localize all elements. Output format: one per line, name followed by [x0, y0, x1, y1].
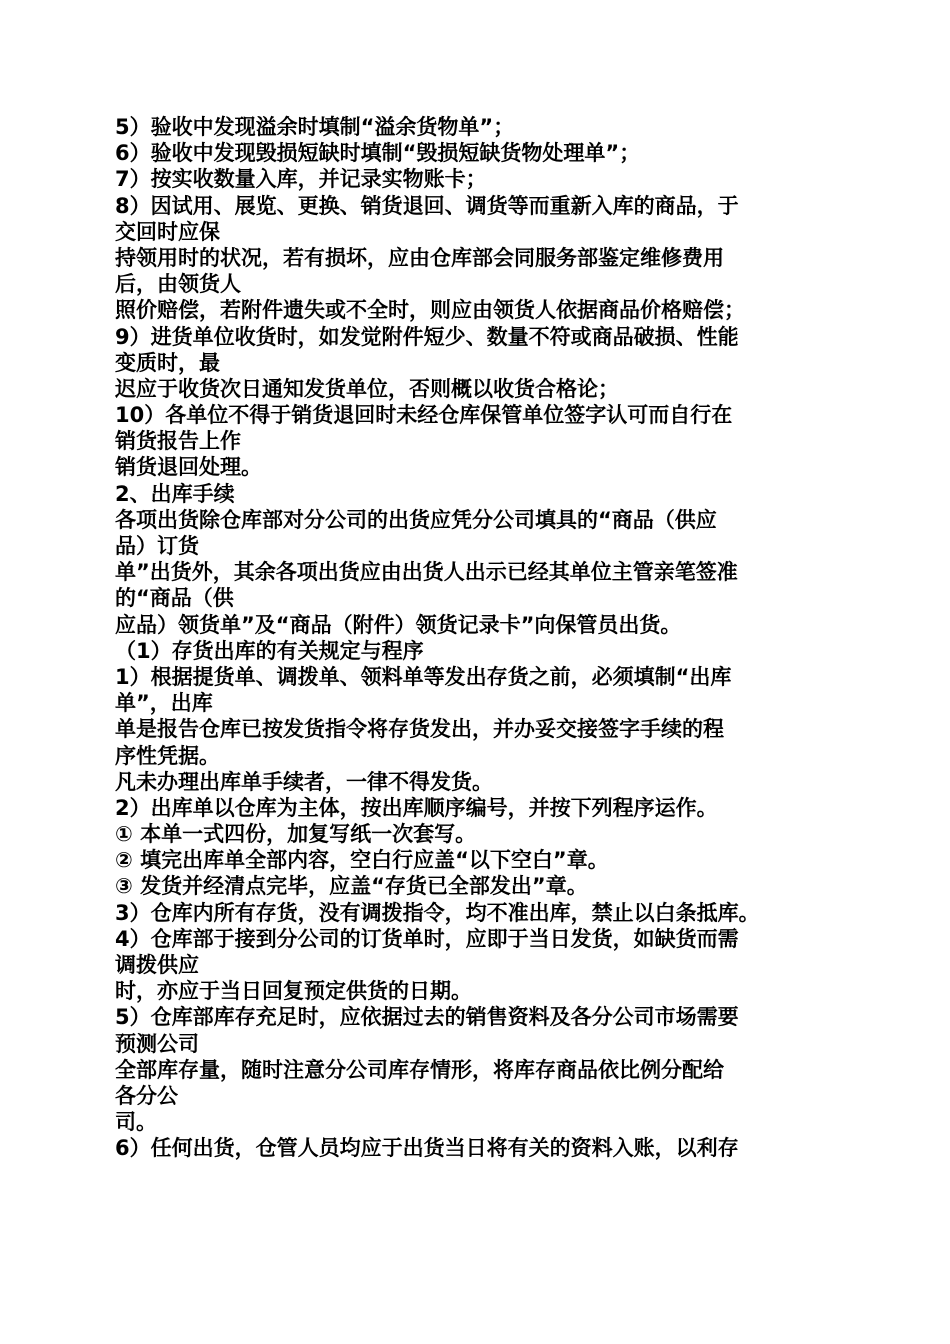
text-line: 5）验收中发现溢余时填制“溢余货物单”；: [115, 115, 515, 139]
document-body: [115, 114, 835, 1162]
text-line: ② 填完出库单全部内容，空白行应盖“以下空白”章。: [115, 848, 609, 873]
text-line: 10）各单位不得于销货退回时未经仓库保管单位签字认可而自行在: [115, 403, 733, 428]
text-line: 单”出货外，其余各项出货应由出货人出示已经其单位主管亲笔签准: [115, 560, 738, 585]
text-line: 调拨供应: [115, 953, 199, 977]
text-line: ③ 发货并经清点完毕，应盖“存货已全部发出”章。: [115, 874, 588, 899]
text-line: 凡未办理出库单手续者，一律不得发货。: [115, 769, 493, 794]
text-line: 各项出货除仓库部对分公司的出货应凭分公司填具的“商品（供应: [115, 507, 717, 532]
text-line: 单”，出库: [115, 691, 213, 716]
text-line: 交回时应保: [115, 219, 220, 244]
text-line: 时，亦应于当日回复预定供货的日期。: [115, 979, 472, 1004]
text-line: 4）仓库部于接到分公司的订货单时，应即于当日发货，如缺货而需: [115, 926, 739, 951]
text-line: 单是报告仓库已按发货指令将存货发出，并办妥交接签字手续的程: [115, 717, 724, 742]
subsection-heading: （1）存货出库的有关规定与程序: [115, 638, 424, 663]
text-line: 1）根据提货单、调拨单、领料单等发出存货之前，必须填制“出库: [115, 664, 732, 689]
text-line: 7）按实收数量入库，并记录实物账卡；: [115, 167, 487, 192]
text-line: 的“商品（供: [115, 586, 234, 611]
text-line: 全部库存量，随时注意分公司库存情形，将库存商品依比例分配给: [115, 1057, 724, 1082]
text-line: 迟应于收货次日通知发货单位，否则概以收货合格论；: [115, 376, 619, 401]
text-line: 后，由领货人: [115, 272, 241, 297]
text-line: 预测公司: [115, 1031, 199, 1056]
text-line: 变质时，最: [115, 350, 220, 375]
text-line: 3）仓库内所有存货，没有调拨指令，均不准出库，禁止以白条抵库。: [115, 900, 760, 925]
text-line: ① 本单一式四份，加复写纸一次套写。: [115, 822, 477, 847]
text-line: 销货报告上作: [115, 429, 241, 454]
text-line: 各分公: [115, 1083, 178, 1108]
text-line: 持领用时的状况，若有损坏，应由仓库部会同服务部鉴定维修费用: [115, 245, 724, 270]
text-line: 序性凭据。: [115, 743, 220, 768]
text-line: 6）任何出货，仓管人员均应于出货当日将有关的资料入账，以利存: [115, 1136, 739, 1161]
text-line: 8）因试用、展览、更换、销货退回、调货等而重新入库的商品，于: [115, 193, 739, 218]
text-line: 6）验收中发现毁损短缺时填制“毁损短缺货物处理单”；: [115, 141, 641, 166]
text-line: 照价赔偿，若附件遗失或不全时，则应由领货人依据商品价格赔偿；: [115, 298, 745, 323]
section-heading: 2、出库手续: [115, 481, 235, 506]
text-line: 品）订货: [115, 534, 199, 558]
text-line: 销货退回处理。: [115, 455, 262, 480]
text-line: 9）进货单位收货时，如发觉附件短少、数量不符或商品破损、性能: [115, 324, 739, 349]
text-line: 2）出库单以仓库为主体，按出库顺序编号，并按下列程序运作。: [115, 795, 718, 820]
text-line: 应品）领货单”及“商品（附件）领货记录卡”向保管员出货。: [115, 612, 682, 637]
text-line: 5）仓库部库存充足时，应依据过去的销售资料及各分公司市场需要: [115, 1005, 739, 1030]
text-line: 司。: [115, 1110, 157, 1135]
